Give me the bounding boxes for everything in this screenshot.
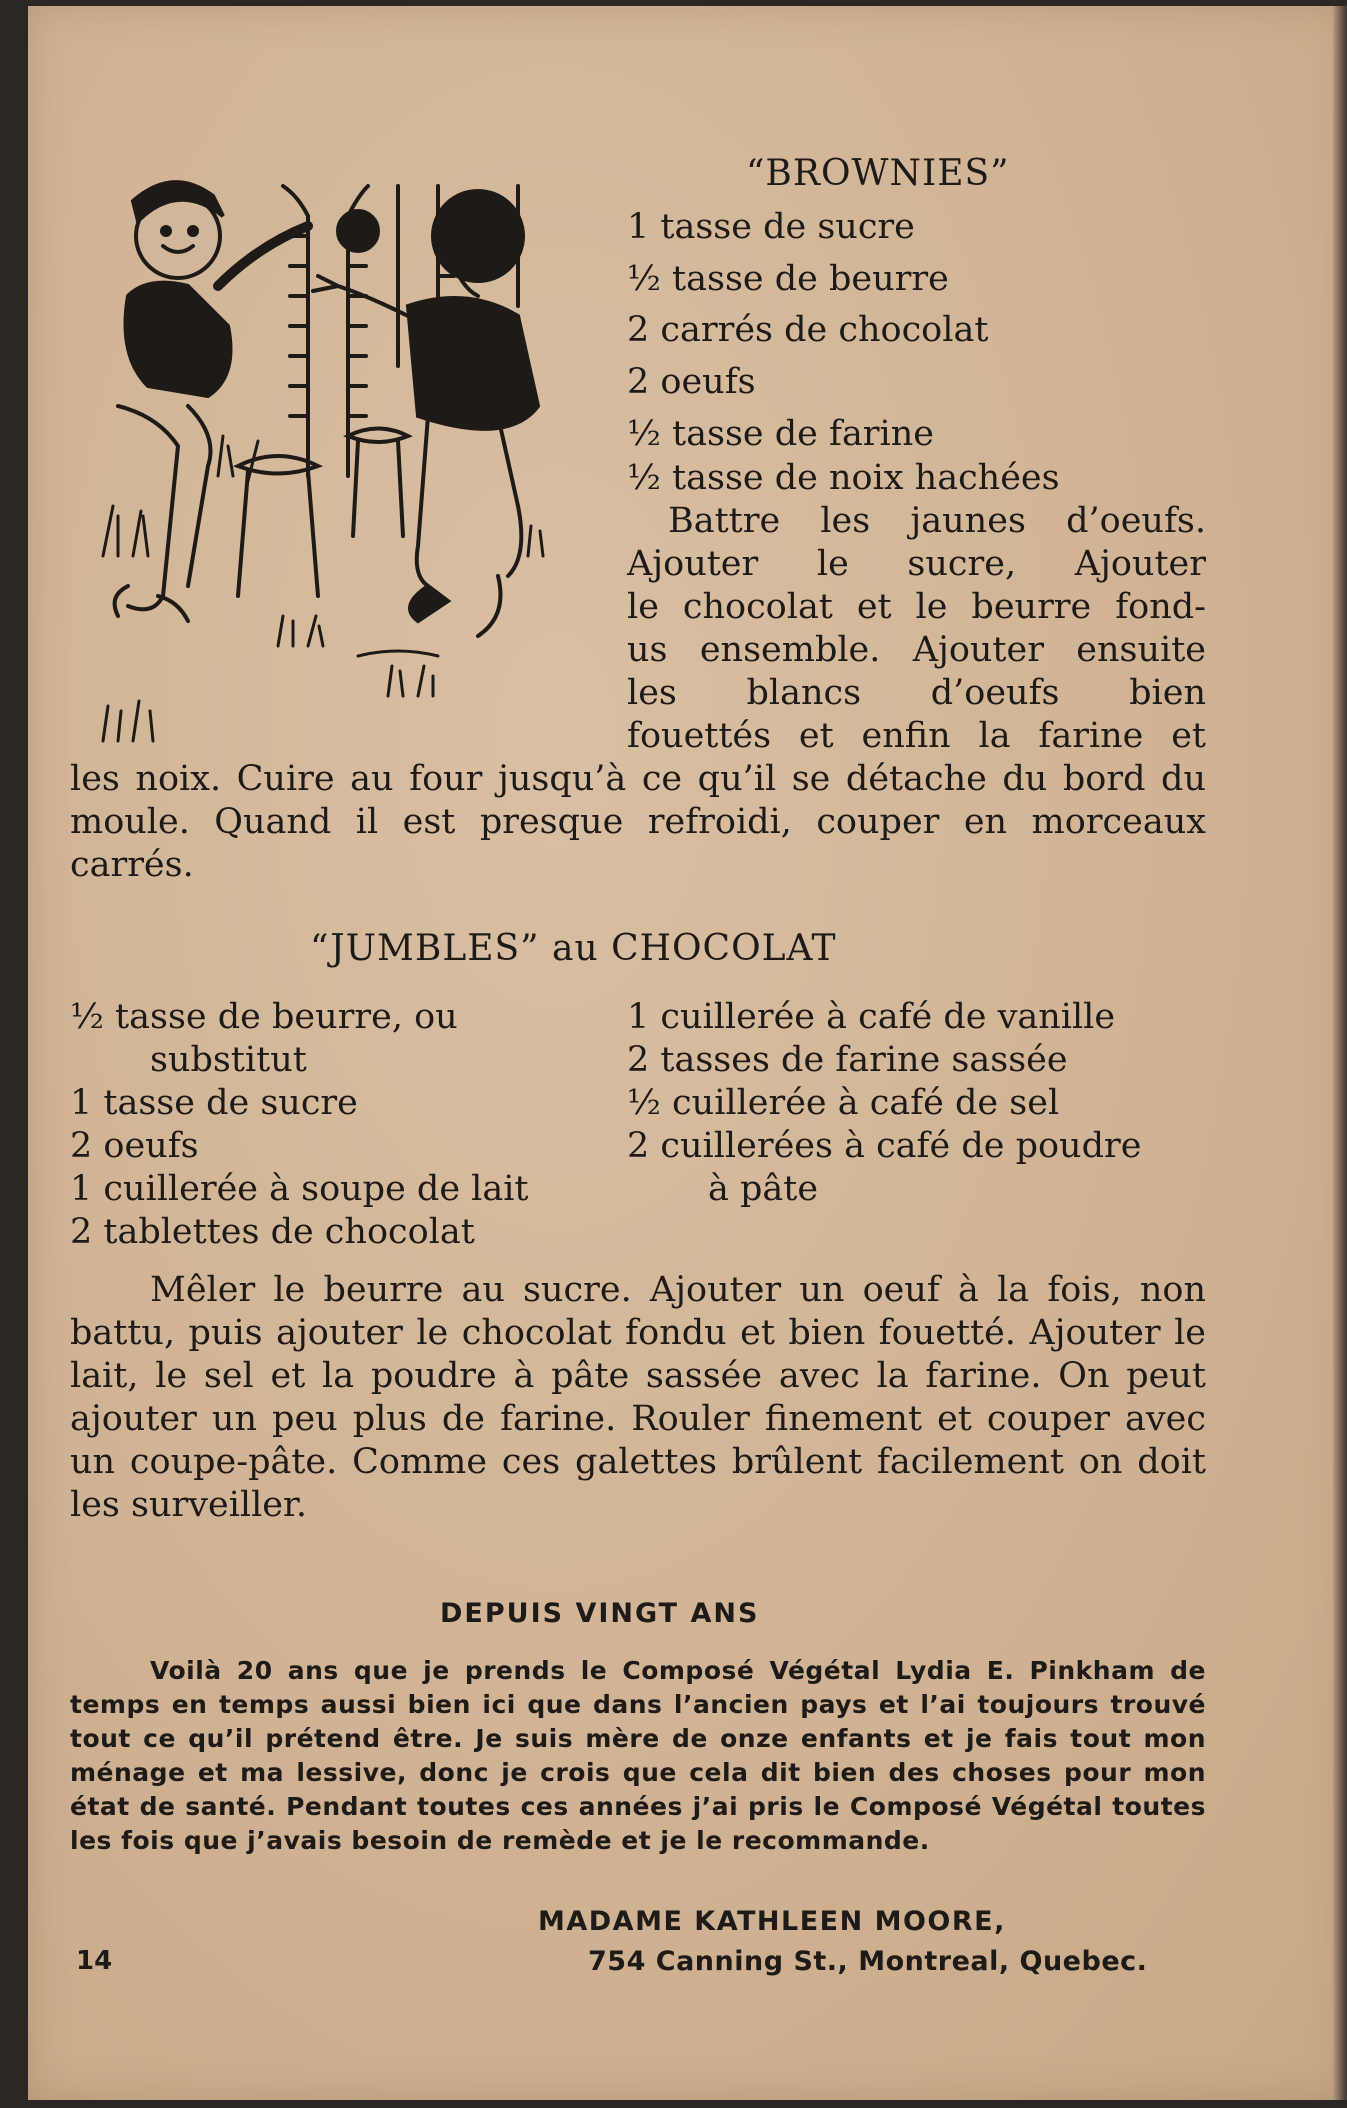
brownies-ingredient: ½ tasse de noix hachées [627, 458, 1060, 498]
jumbles-ingredient: 1 cuillerée à café de vanille [627, 997, 1116, 1037]
jumbles-ingredient: ½ cuillerée à café de sel [627, 1083, 1060, 1123]
jumbles-ingredient: à pâte [708, 1169, 819, 1209]
book-page [28, 6, 1347, 2100]
instruction-line: fouettés et enfin la farine et [627, 716, 1206, 756]
testimonial-body: Voilà 20 ans que je prends le Composé Végétal Lydia E. Pinkham de temps en temps aussi bien ici que dans l’ancien pays et l’ai toujours trouvé tout ce qu’il prétend être. Je suis mère de onze enfants et je fais tout mon ménage et ma lessive, donc je crois que cela dit bien des choses pour mon état de santé. Pendant toutes ces années j’ai pris le Composé Végétal toutes les fois que j’avais besoin de remède et je le recommande. [70, 1656, 1206, 1855]
jumbles-ingredient: 2 cuillerées à café de poudre [627, 1126, 1142, 1166]
brownies-title: “BROWNIES” [746, 153, 1010, 194]
jumbles-ingredient: 1 cuillerée à soupe de lait [70, 1169, 529, 1209]
instruction-line: Battre les jaunes d’oeufs. [668, 501, 1206, 541]
jumbles-title: “JUMBLES” au CHOCOLAT [310, 928, 837, 969]
jumbles-ingredient: 2 tablettes de chocolat [70, 1212, 475, 1252]
page-edge [1333, 6, 1347, 2100]
brownies-ingredient: 2 carrés de chocolat [627, 310, 989, 350]
jumbles-ingredient: 2 tasses de farine sassée [627, 1040, 1068, 1080]
brownies-ingredient: ½ tasse de farine [627, 414, 934, 454]
instruction-line: Ajouter le sucre, Ajouter [627, 544, 1206, 584]
jumbles-ingredient: 1 tasse de sucre [70, 1083, 358, 1123]
brownies-ingredient: ½ tasse de beurre [627, 259, 949, 299]
instruction-line: us ensemble. Ajouter ensuite [627, 630, 1206, 670]
instruction-line: le chocolat et le beurre fond- [627, 587, 1206, 627]
instruction-tail: les noix. Cuire au four jusqu’à ce qu’il se détache du bord du moule. Quand il est presque refroidi, couper en morceaux carrés. [70, 759, 1206, 885]
jumbles-ingredient: substitut [150, 1040, 307, 1080]
page-number: 14 [76, 1946, 113, 1976]
testimonial-heading: DEPUIS VINGT ANS [440, 1598, 760, 1629]
signature-name: MADAME KATHLEEN MOORE, [538, 1906, 1006, 1937]
jumbles-ingredient: 2 oeufs [70, 1126, 199, 1166]
children-playing-illustration [98, 176, 628, 756]
instruction-line: les blancs d’oeufs bien [627, 673, 1206, 713]
brownies-ingredient: 1 tasse de sucre [627, 207, 915, 247]
jumbles-ingredient: ½ tasse de beurre, ou [70, 997, 458, 1037]
jumbles-instructions: Mêler le beurre au sucre. Ajouter un oeuf à la fois, non battu, puis ajouter le chocolat fondu et bien fouetté. Ajouter le lait, le sel et la poudre à pâte sassée avec la farine. On peut ajouter un peu plus de farine. Rouler finement et couper avec un coupe-pâte. Comme ces galettes brûlent facilement on doit les surveiller. [70, 1270, 1206, 1525]
brownies-ingredient: 2 oeufs [627, 362, 756, 402]
signature-address: 754 Canning St., Montreal, Quebec. [588, 1946, 1148, 1977]
